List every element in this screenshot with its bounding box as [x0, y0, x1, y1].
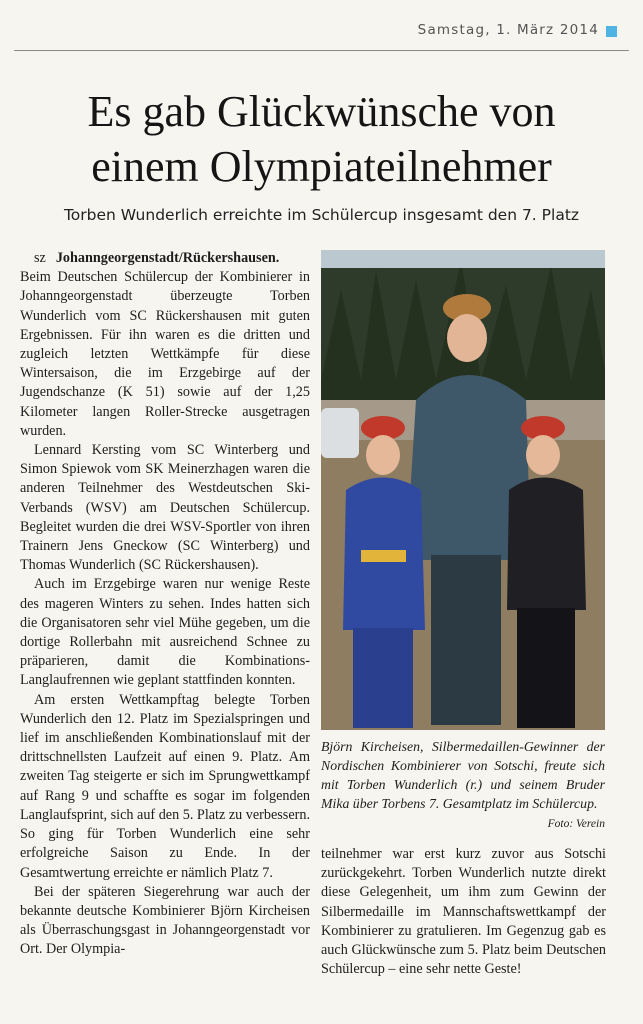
article-photo [321, 250, 605, 730]
article-body-right [321, 845, 606, 979]
photo-credit: Foto: Verein [547, 818, 605, 830]
accent-square [606, 26, 617, 37]
caption-text: Björn Kircheisen, Silbermedaillen-Gewinner der Nordischen Kombinierer von Sotschi, freute sich mit Torben Wunderlich (r.) und seinem Bruder Mika über Torbens 7. Gesamtplatz im Schülercup. [321, 739, 605, 811]
headline-line-2: einem Olympiateilnehmer [91, 142, 552, 191]
lead-paragraph [20, 249, 310, 441]
paragraph-3: Auch im Erzgebirge waren nur wenige Reste des mageren Winters zu sehen. Indes hatten sich die Organisatoren sehr viel Mühe gegeben, um die dortige Rollerbahn mit ausreichend Schnee zu präparieren, damit die Kombinations-Langlaufrennen wie geplant stattfinden konnten. [20, 576, 310, 689]
photo-illustration [321, 250, 605, 730]
author-kicker: sz [34, 250, 46, 266]
paragraph-5: Bei der späteren Siegerehrung war auch der bekannte deutsche Kombinierer Björn Kircheisen als Überraschungsgast in Johanngeorgenstadt vor Ort. Der Olympia- [20, 883, 310, 958]
headline [14, 84, 629, 194]
paragraph-1-text: Beim Deutschen Schülercup der Kombinierer in Johanngeorgenstadt überzeugte Torben Wunderlich vom SC Rückershausen mit guten Ergebnissen. Für ihn waren es die dritten und zugleich letzten Wettkämpfe für diese Wintersaison, die im Erzgebirge auf der Jugendschanze (K 51) sowie auf der 1,25 Kilometer langen Roller-Strecke ausgetragen wurden. [20, 269, 310, 439]
place-kicker: Johanngeorgenstadt/Rückershausen. [55, 250, 280, 266]
subheadline: Torben Wunderlich erreichte im Schülercup insgesamt den 7. Platz [63, 206, 580, 224]
dateline: Samstag, 1. März 2014 [417, 22, 599, 38]
photo-caption [321, 737, 605, 834]
paragraph-4: Am ersten Wettkampftag belegte Torben Wunderlich den 12. Platz im Spezialspringen und lief im anschließenden Kombinationslauf mit der drittschnellsten Laufzeit auf einen 9. Platz. Am zweiten Tag steigerte er sich im Sprungwettkampf auf Rang 9 und schaffte es sogar im folgenden Langlaufsprint, sich auf den 5. Platz zu verbessern. So ging für Torben Wunderlich eine sehr erfolgreiche Saison zu Ende. In der Gesamtwertung erreichte er nämlich Platz 7. [20, 691, 310, 881]
headline-line-1: Es gab Glückwünsche von [87, 87, 556, 136]
header-rule [14, 50, 629, 51]
paragraph-2: Lennard Kersting vom SC Winterberg und Simon Spiewok vom SK Meinerzhagen waren die anderen Teilnehmer des Westdeutschen Ski-Verbands (WSV) am Deutschen Schülercup. Begleitet wurden die drei WSV-Sportler von ihren Trainern Jens Gneckow (SC Winterberg) und Thomas Wunderlich (SC Rückershausen). [20, 442, 310, 574]
continuation-paragraph: teilnehmer war erst kurz zuvor aus Sotschi zurückgekehrt. Torben Wunderlich nutzte direkt diese Gelegenheit, um ihm zum Gewinn der Silbermedaille im Mannschaftswettkampf der Kombinierer zu gratulieren. Im Gegenzug gab es auch Glückwünsche zum 5. Platz beim Deutschen Schülercup – eine sehr nette Geste! [321, 846, 606, 978]
article-body-left [20, 249, 310, 960]
